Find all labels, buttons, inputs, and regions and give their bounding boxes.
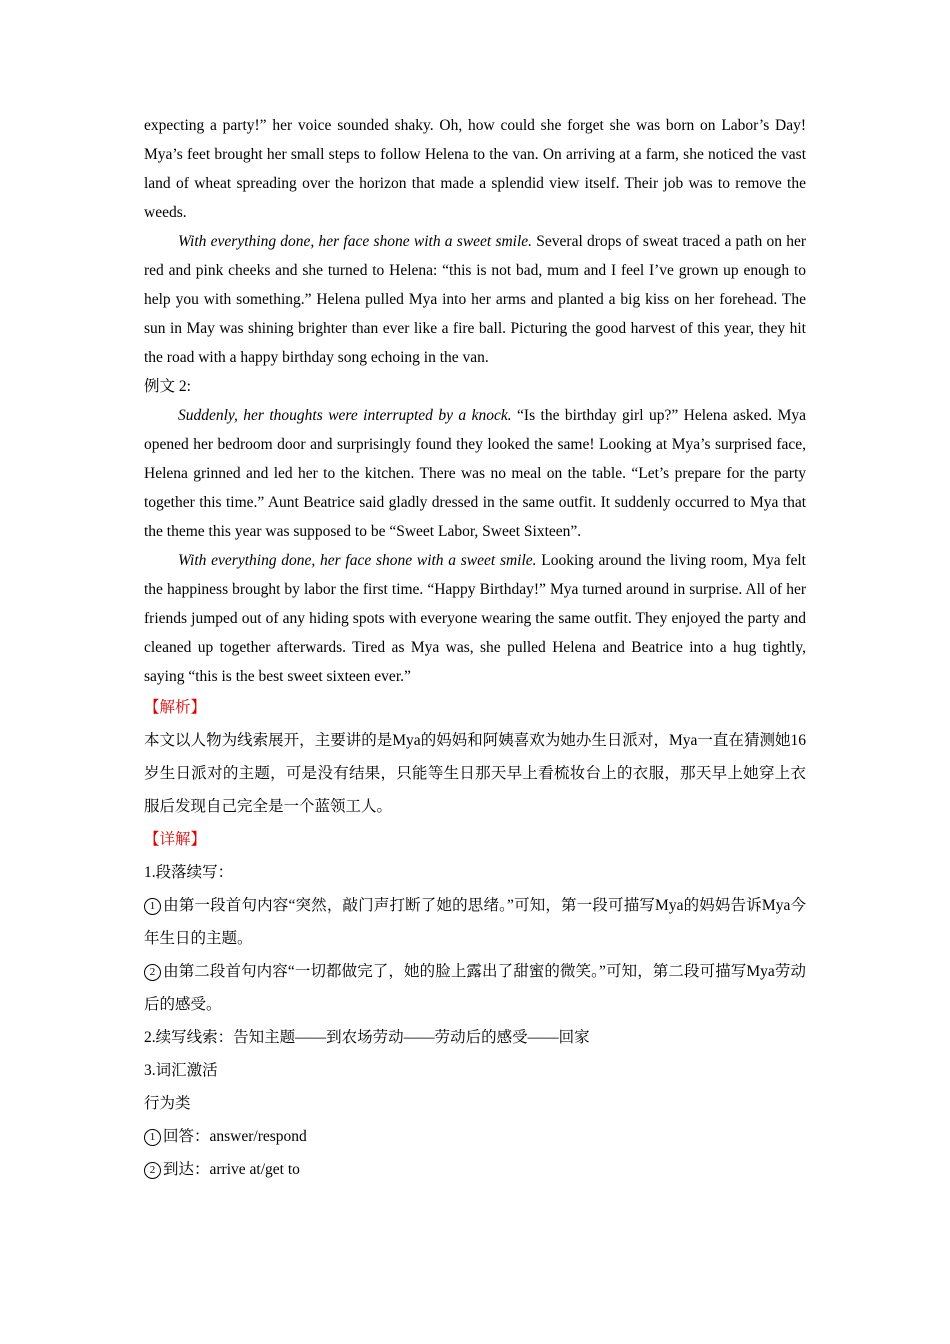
circled-number-1: 1 — [144, 1129, 161, 1146]
passage2-para2-rest: Looking around the living room, Mya felt the happiness brought by labor the first time. “Happy Birthday!” Mya turned around in surprise. All of her friends jumped out of any hiding spots with everyone wearing the same outfit. They enjoyed the party and cleaned up together afterwards. Tired as Mya was, she pulled Helena and Beatrice into a hug tightly, saying “this is the best sweet sixteen ever.” — [144, 552, 806, 685]
circled-number-2: 2 — [144, 964, 161, 981]
detail-item2: 2.续写线索：告知主题——到农场劳动——劳动后的感受——回家 — [144, 1029, 590, 1046]
analysis-text: 本文以人物为线索展开，主要讲的是Mya的妈妈和阿姨喜欢为她办生日派对，Mya一直在猜测她16岁生日派对的主题，可是没有结果，只能等生日那天早上看梳妆台上的衣服，那天早上她穿上衣服后发现自己完全是一个蓝领工人。 — [144, 732, 806, 815]
detail-item1-b — [144, 955, 806, 1021]
vocab-item-1 — [144, 1120, 806, 1153]
detail-item1-a-text: 由第一段首句内容“突然，敲门声打断了她的思绪。”可知，第一段可描写Mya的妈妈告诉Mya今年生日的主题。 — [144, 897, 806, 947]
passage2-para1-rest: “Is the birthday girl up?” Helena asked. Mya opened her bedroom door and surprisingly found they looked the same! Looking at Mya’s surprised face, Helena grinned and led her to the kitchen. There was no meal on the table. “Let’s prepare for the party together this time.” Aunt Beatrice said gladly dressed in the same outfit. It suddenly occurred to Mya that the theme this year was supposed to be “Sweet Labor, Sweet Sixteen”. — [144, 407, 806, 540]
passage1-para2 — [144, 227, 806, 372]
vocab-category: 行为类 — [144, 1095, 191, 1112]
detail-item1-b-text: 由第二段首句内容“一切都做完了，她的脸上露出了甜蜜的微笑。”可知，第二段可描写Mya劳动后的感受。 — [144, 963, 806, 1013]
passage2-para2 — [144, 546, 806, 691]
circled-number-1: 1 — [144, 898, 161, 915]
detail-item1-title: 1.段落续写： — [144, 864, 234, 881]
passage2-para1-lead: Suddenly, her thoughts were interrupted by a knock. — [178, 407, 512, 424]
document-page — [144, 111, 806, 1186]
vocab-item-1-text: 回答：answer/respond — [163, 1128, 307, 1145]
passage2-para1 — [144, 401, 806, 546]
detail-item1-a — [144, 889, 806, 955]
passage1-para1: expecting a party!” her voice sounded shaky. Oh, how could she forget she was born on Labor’s Day! Mya’s feet brought her small steps to follow Helena to the van. On arriving at a farm, she noticed the vast land of wheat spreading over the horizon that made a splendid view itself. Their job was to remove the weeds. — [144, 117, 806, 221]
detail-item3: 3.词汇激活 — [144, 1062, 218, 1079]
passage2-para2-lead: With everything done, her face shone with a sweet smile. — [178, 552, 537, 569]
vocab-item-2-text: 到达：arrive at/get to — [163, 1161, 300, 1178]
analysis-heading: 【解析】 — [144, 699, 207, 716]
detail-heading: 【详解】 — [144, 831, 207, 848]
passage1-para2-lead: With everything done, her face shone with a sweet smile. — [178, 233, 533, 250]
circled-number-2: 2 — [144, 1162, 161, 1179]
passage2-heading: 例文 2: — [144, 378, 191, 395]
vocab-item-2 — [144, 1153, 806, 1186]
passage1-para2-rest: Several drops of sweat traced a path on her red and pink cheeks and she turned to Helena: “this is not bad, mum and I feel I’ve grown up enough to help you with something.” Helena pulled Mya into her arms and planted a big kiss on her forehead. The sun in May was shining brighter than ever like a fire ball. Picturing the good harvest of this year, they hit the road with a happy birthday song echoing in the van. — [144, 233, 806, 366]
